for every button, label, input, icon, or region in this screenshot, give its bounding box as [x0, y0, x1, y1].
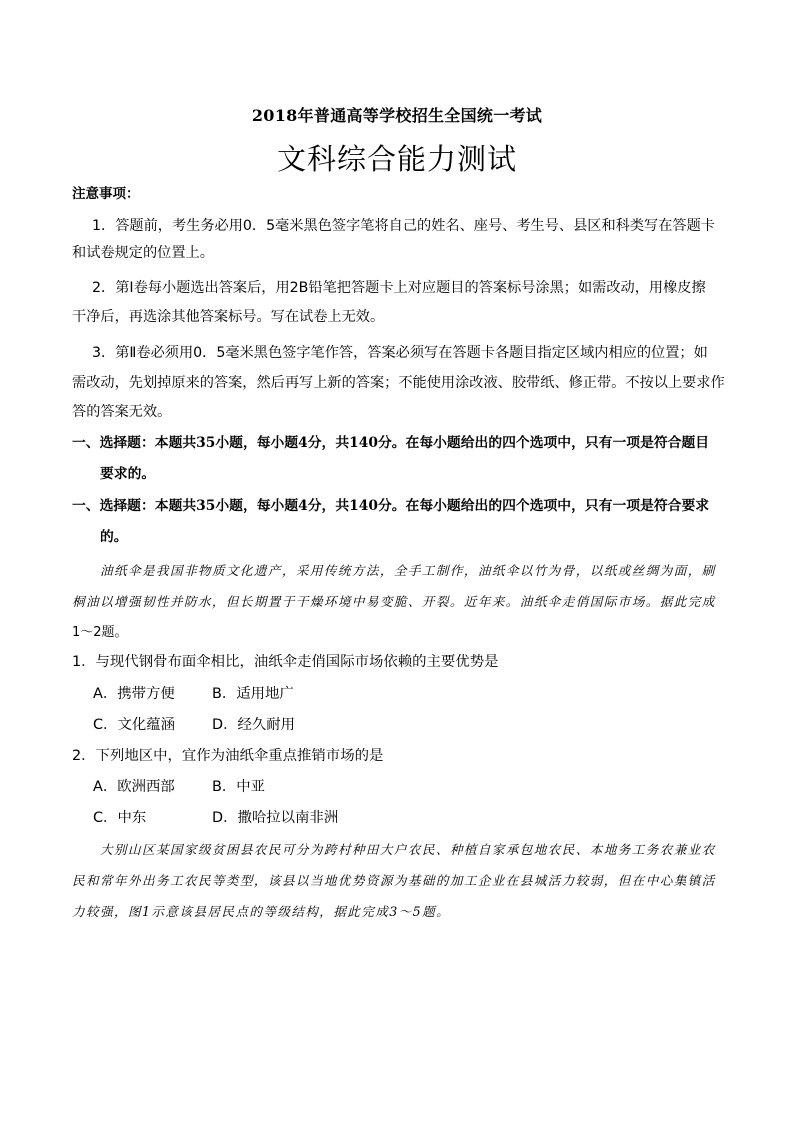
question1-option-b: B．适用地广	[212, 686, 294, 702]
question1-option-d: D．经久耐用	[212, 717, 296, 733]
notice-item3-line1: 3．第Ⅱ卷必须用0．5毫米黑色签字笔作答，答案必须写在答题卡各题目指定区域内相应的位置；如	[92, 345, 708, 361]
passage1-line1: 油纸伞是我国非物质文化遗产，采用传统方法，全手工制作，油纸伞以竹为骨，以纸或丝绸为面，刷	[100, 563, 716, 578]
section-heading-1-line2: 要求的。	[100, 466, 156, 482]
question2-option-d: D．撒哈拉以南非洲	[212, 810, 339, 826]
question2-option-c: C．中东	[93, 810, 147, 826]
passage2-line3: 力较强，图1示意该县居民点的等级结构，据此完成3～5题。	[72, 904, 451, 919]
notice-item1-line2: 和试卷规定的位置上。	[72, 245, 214, 261]
question1-option-c: C．文化蕴涵	[93, 717, 176, 733]
section-heading-1-line1: 一、选择题：本题共35小题，每小题4分，共140分。在每小题给出的四个选项中，只有一项是符合题目	[72, 435, 710, 451]
notice-item1-line1: 1．答题前，考生务必用0．5毫米黑色签字笔将自己的姓名、座号、考生号、县区和科类写在答题卡	[92, 218, 715, 234]
question1-option-a: A．携带方便	[93, 686, 175, 702]
question2-option-b: B．中亚	[212, 779, 266, 795]
passage2-line1: 大别山区某国家级贫困县农民可分为跨村种田大户农民、种植自家承包地农民、本地务工务农兼业农	[100, 842, 716, 857]
question2-option-a: A．欧洲西部	[93, 779, 175, 795]
notice-item3-line3: 答的答案无效。	[72, 404, 172, 420]
question1-stem: 1．与现代钢骨布面伞相比，油纸伞走俏国际市场依赖的主要优势是	[72, 654, 499, 670]
passage1-line3: 1～2题。	[72, 625, 128, 640]
notice-item2-line1: 2．第Ⅰ卷每小题选出答案后，用2B铅笔把答题卡上对应题目的答案标号涂黑；如需改动，用橡皮擦	[92, 280, 706, 296]
question2-stem: 2．下列地区中，宜作为油纸伞重点推销市场的是	[72, 748, 384, 764]
passage1-line2: 桐油以增强韧性并防水，但长期置于干燥环境中易变脆、开裂。近年来。油纸伞走俏国际市场。据此完成	[72, 594, 716, 609]
section-heading-2-line2: 的。	[100, 529, 128, 545]
subject-title: 文科综合能力测试	[276, 142, 517, 176]
notice-item2-line2: 干净后，再选涂其他答案标号。写在试卷上无效。	[72, 309, 385, 325]
passage2-line2: 民和常年外出务工农民等类型，该县以当地优势资源为基础的加工企业在县城活力较弱，但在中心集镇活	[72, 873, 716, 888]
exam-title: 2018年普通高等学校招生全国统一考试	[251, 106, 543, 125]
section-heading-2-line1: 一、选择题：本题共35小题，每小题4分，共140分。在每小题给出的四个选项中，只有一项是符合要求	[72, 498, 710, 514]
notice-heading: 注意事项：	[72, 186, 140, 202]
notice-item3-line2: 需改动，先划掉原来的答案，然后再写上新的答案；不能使用涂改液、胶带纸、修正带。不按以上要求作	[72, 375, 725, 391]
